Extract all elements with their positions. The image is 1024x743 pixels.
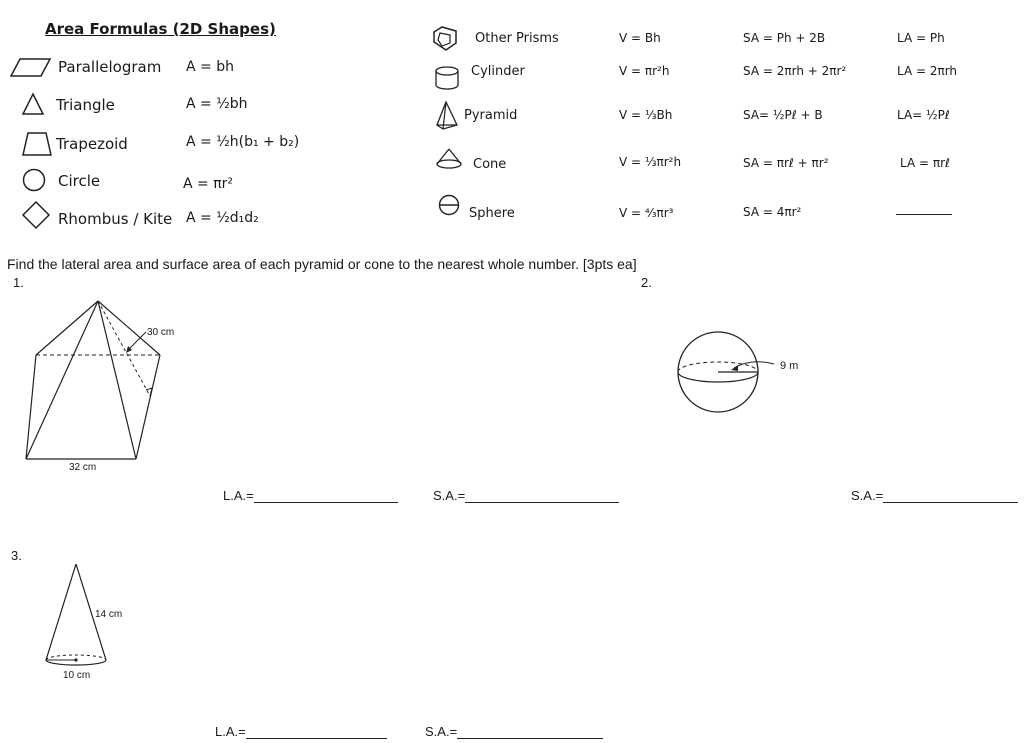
problem-2-sa-label: S.A.= (851, 488, 884, 503)
problem-1-sa-answer[interactable] (465, 490, 619, 503)
shape-name-trapezoid: Trapezoid (56, 135, 128, 153)
problem-2-sphere-figure (676, 328, 799, 418)
sa-cylinder: SA = 2πrh + 2πr² (743, 64, 847, 78)
problem-3-sa (425, 724, 603, 739)
volume-sphere: V = ⁴⁄₃πr³ (619, 206, 674, 220)
problem-1-base-label: 32 cm (69, 462, 97, 473)
prism-icon (432, 26, 458, 52)
solid-name-pyramid: Pyramid (464, 108, 518, 123)
problem-1-sa-label: S.A.= (433, 488, 466, 503)
cone-icon (435, 148, 463, 170)
formula-rhombus-kite: A = ½d₁d₂ (186, 210, 259, 226)
pyramid-icon (435, 101, 459, 131)
shape-name-triangle: Triangle (56, 96, 115, 114)
problem-3-la (215, 724, 387, 739)
formula-trapezoid: A = ½h(b₁ + b₂) (186, 134, 300, 150)
problem-3-base-label: 10 cm (63, 670, 91, 681)
problem-1-pyramid-figure (20, 296, 190, 466)
formulas-2d-title: Area Formulas (2D Shapes) (45, 20, 276, 38)
problem-3-number: 3. (11, 548, 22, 563)
la-other-prisms: LA = Ph (897, 31, 945, 45)
volume-other-prisms: V = Bh (619, 31, 661, 45)
rhombus-icon (22, 201, 50, 229)
problem-1-slant-label: 30 cm (147, 327, 175, 338)
cylinder-icon (434, 66, 460, 90)
formula-circle: A = πr² (183, 176, 234, 192)
parallelogram-icon (10, 58, 52, 78)
problem-1-la-answer[interactable] (254, 490, 398, 503)
solid-name-cone: Cone (473, 157, 507, 172)
problem-3-sa-label: S.A.= (425, 724, 458, 739)
la-cylinder: LA = 2πrh (897, 64, 958, 78)
sa-cone: SA = πrℓ + πr² (743, 156, 829, 170)
problem-1-sa (433, 488, 619, 503)
solid-name-cylinder: Cylinder (471, 64, 525, 79)
problem-2-radius-label: 9 m (780, 360, 799, 372)
trapezoid-icon (22, 132, 52, 156)
problem-3-sa-answer[interactable] (457, 726, 603, 739)
la-pyramid: LA= ½Pℓ (897, 108, 950, 122)
problem-3-la-answer[interactable] (246, 726, 387, 739)
sa-sphere: SA = 4πr² (743, 205, 802, 219)
problem-1-number: 1. (13, 275, 24, 290)
volume-cylinder: V = πr²h (619, 64, 670, 78)
circle-icon (22, 168, 46, 192)
la-cone: LA = πrℓ (900, 156, 950, 170)
la-sphere-blank (896, 214, 952, 215)
problem-3-la-label: L.A.= (215, 724, 246, 739)
problem-2-sa-answer[interactable] (883, 490, 1018, 503)
sa-other-prisms: SA = Ph + 2B (743, 31, 826, 45)
problem-1-la (223, 488, 398, 503)
solid-name-other-prisms: Other Prisms (475, 31, 559, 46)
triangle-icon (22, 93, 44, 115)
shape-name-circle: Circle (58, 172, 101, 190)
problem-2-number: 2. (641, 275, 652, 290)
problem-3-slant-label: 14 cm (95, 609, 123, 620)
volume-cone: V = ⅓πr²h (619, 155, 682, 169)
sa-pyramid: SA= ½Pℓ + B (743, 108, 823, 122)
problem-2-sa (851, 488, 1018, 503)
formula-triangle: A = ½bh (186, 96, 248, 112)
sphere-icon (438, 194, 460, 216)
volume-pyramid: V = ⅓Bh (619, 108, 673, 122)
shape-name-parallelogram: Parallelogram (58, 58, 162, 76)
solid-name-sphere: Sphere (469, 206, 515, 221)
formula-parallelogram: A = bh (186, 59, 234, 75)
instructions: Find the lateral area and surface area of each pyramid or cone to the nearest whole number. [3pts ea] (7, 256, 637, 272)
shape-name-rhombus-kite: Rhombus / Kite (58, 210, 173, 228)
problem-1-la-label: L.A.= (223, 488, 254, 503)
